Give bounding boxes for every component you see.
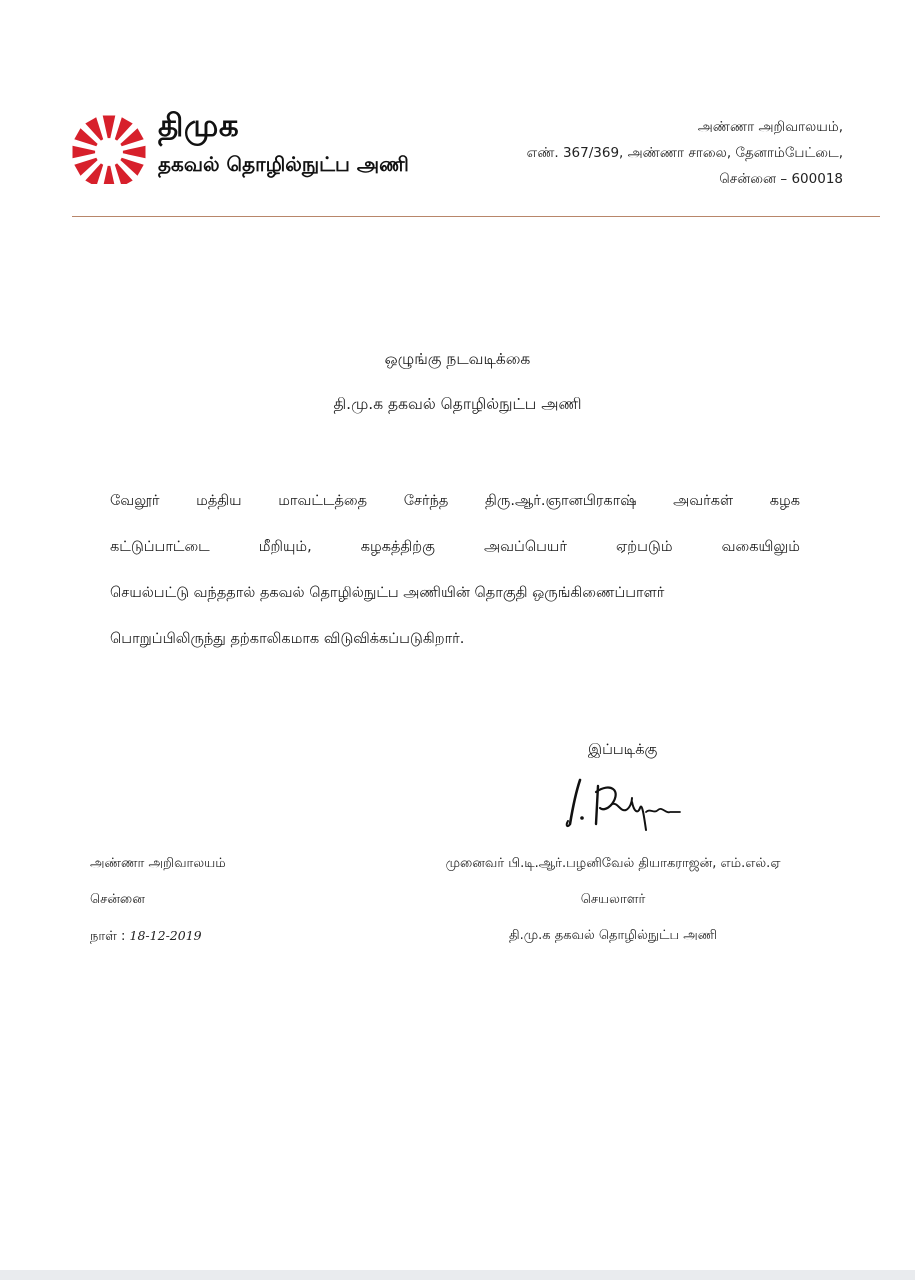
- sun-ray: [123, 146, 146, 159]
- body-word: அவர்கள்: [673, 493, 734, 509]
- body-line-2: [110, 524, 800, 570]
- body-word: வேலூர்: [110, 493, 160, 509]
- notice-body: [110, 478, 800, 662]
- body-word: மீறியும்,: [258, 539, 312, 555]
- sun-ray: [103, 116, 116, 139]
- body-line-3: செயல்பட்டு வந்ததால் தகவல் தொழில்நுட்ப அணியின் தொகுதி ஒருங்கிணைப்பாளர்: [110, 585, 665, 601]
- header-divider: [72, 216, 880, 217]
- sign-off-lead: இப்படிக்கு: [588, 742, 658, 758]
- sun-ray: [73, 146, 96, 159]
- body-word: கழக: [769, 493, 800, 509]
- issue-city: சென்னை: [90, 892, 145, 907]
- org-name: திமுக: [158, 108, 240, 144]
- page-bottom-edge: [0, 1270, 915, 1280]
- signatory-name: முனைவர் பி.டி.ஆர்.பழனிவேல் தியாகராஜன், எம்.எல்.ஏ: [445, 856, 781, 871]
- body-word: கழகத்திற்கு: [360, 539, 435, 555]
- body-word: மத்திய: [196, 493, 242, 509]
- address-line: எண். 367/369, அண்ணா சாலை, தேனாம்பேட்டை,: [526, 145, 843, 161]
- body-word: ஏற்படும்: [615, 539, 673, 555]
- issue-date: 18-12-2019: [129, 928, 202, 943]
- signatory-unit: தி.மு.க தகவல் தொழில்நுட்ப அணி: [508, 928, 718, 943]
- body-word: திரு.ஆர்.ஞானபிரகாஷ்: [485, 493, 637, 509]
- issue-place: அண்ணா அறிவாலயம்: [90, 856, 226, 871]
- body-word: வகையிலும்: [721, 539, 800, 555]
- body-word: மாவட்டத்தை: [278, 493, 368, 509]
- handwritten-signature-icon: [562, 772, 692, 834]
- notice-subtitle: தி.மு.க தகவல் தொழில்நுட்ப அணி: [333, 395, 582, 413]
- dmk-rising-sun-logo-icon: [70, 112, 148, 184]
- signatory-block: [388, 846, 838, 954]
- body-line-1: [110, 478, 800, 524]
- body-word: சேர்ந்த: [403, 493, 449, 509]
- issue-details: [90, 846, 226, 954]
- body-word: கட்டுப்பாட்டை: [110, 539, 210, 555]
- sun-ray: [103, 166, 116, 184]
- signatory-role: செயலாளர்: [580, 892, 646, 907]
- address-block: [527, 114, 843, 192]
- address-line: அண்ணா அறிவாலயம்,: [697, 119, 843, 135]
- date-label: நாள் :: [90, 929, 126, 944]
- org-unit: தகவல் தொழில்நுட்ப அணி: [158, 152, 409, 176]
- body-line-4: பொறுப்பிலிருந்து தற்காலிகமாக விடுவிக்கப்படுகிறார்.: [110, 631, 465, 647]
- address-line: சென்னை – 600018: [719, 171, 843, 187]
- notice-title: ஒழுங்கு நடவடிக்கை: [384, 350, 531, 368]
- body-word: அவப்பெயர்: [484, 539, 567, 555]
- issue-date-row: [90, 918, 226, 954]
